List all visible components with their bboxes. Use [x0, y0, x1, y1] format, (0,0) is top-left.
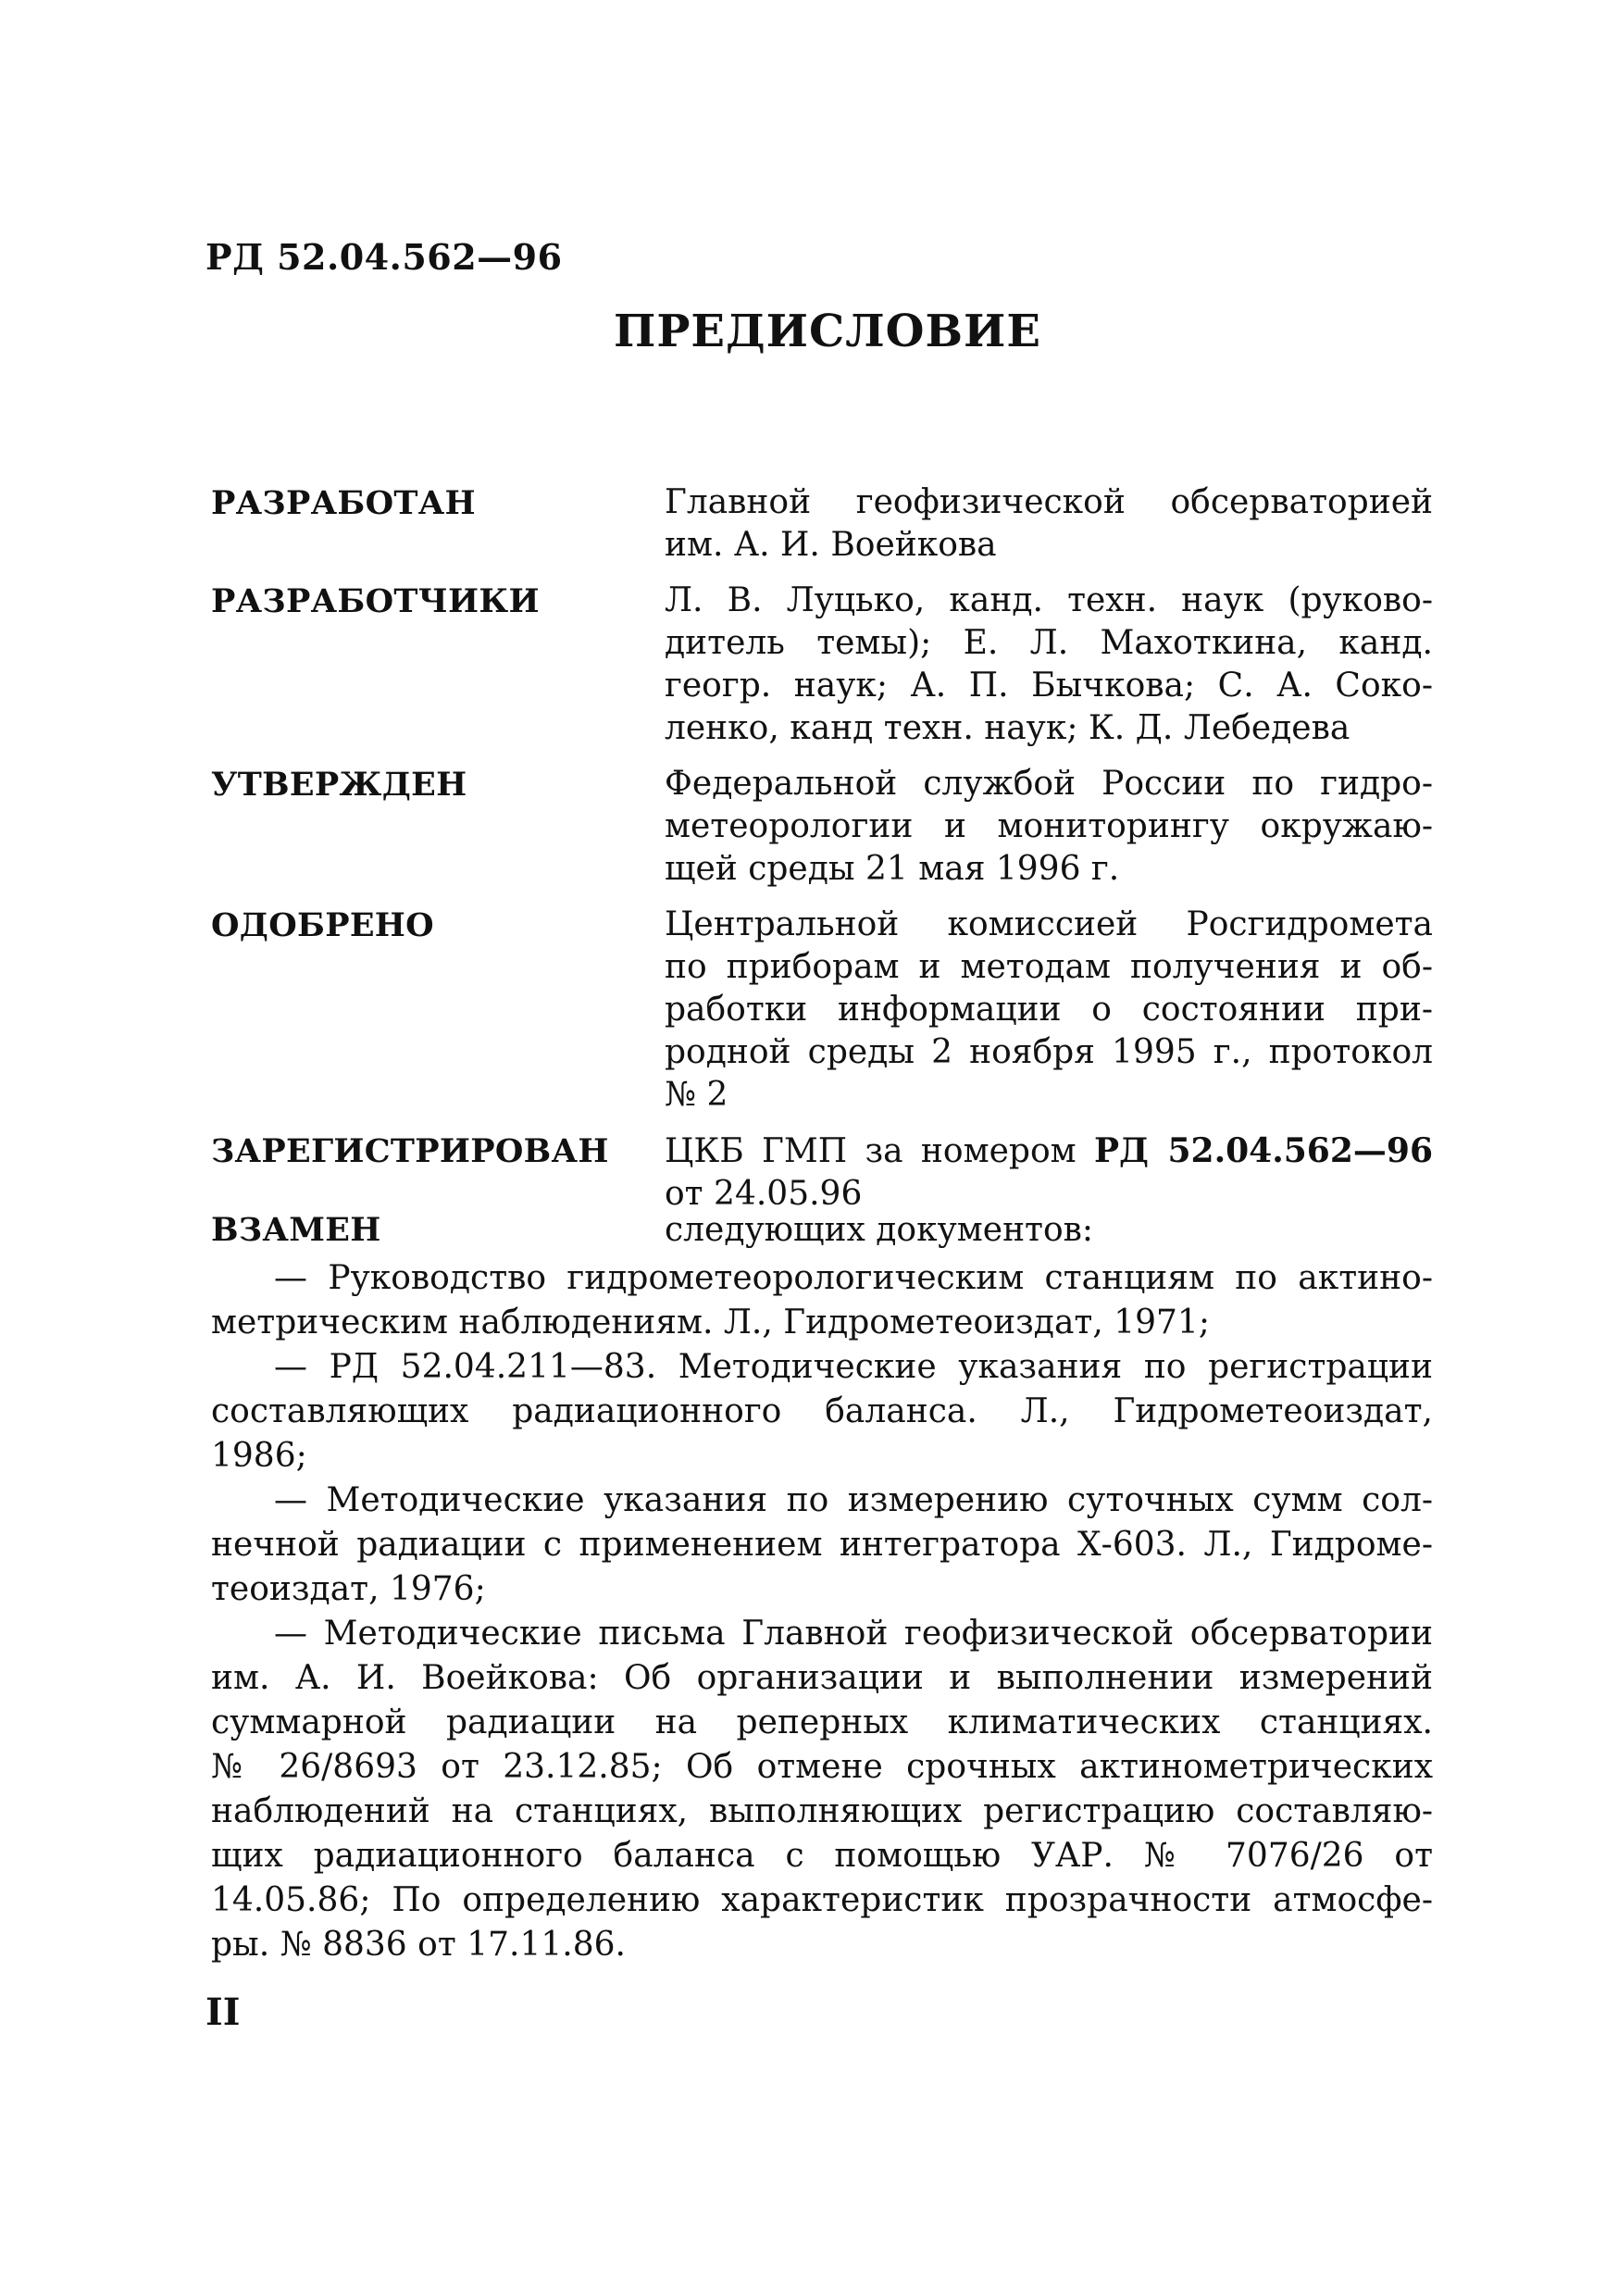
page-number: II — [205, 1990, 241, 2034]
document-line: составляющих радиационного баланса. Л., Гидрометеоиздат, — [211, 1392, 1433, 1430]
credit-value: следующих документов: — [665, 1211, 1094, 1249]
document-code: РД 52.04.562—96 — [205, 236, 563, 278]
credit-line: щей среды 21 мая 1996 г. — [665, 850, 1120, 888]
credit-line: ленко, канд техн. наук; К. Д. Лебедева — [665, 709, 1350, 747]
credit-line: Главной геофизической обсерваторией — [665, 483, 1433, 521]
list-item — [211, 1479, 1433, 1612]
document-line: № 26/8693 от 23.12.85; Об отмене срочных актинометрических — [211, 1748, 1433, 1786]
document-line: теоиздат, 1976; — [211, 1570, 486, 1608]
credit-line: Федеральной службой России по гидро- — [665, 765, 1433, 803]
credit-value — [665, 481, 1433, 567]
credit-label: ОДОБРЕНО — [211, 906, 434, 944]
document-line: щих радиационного баланса с помощью УАР. № 7076/26 от — [211, 1837, 1433, 1875]
credit-row-approved — [211, 763, 1433, 891]
document-line: метрическим наблюдениям. Л., Гидрометеоиздат, 1971; — [211, 1304, 1210, 1341]
list-item — [211, 1345, 1433, 1479]
credit-value — [665, 580, 1433, 750]
list-item — [211, 1612, 1433, 1967]
credit-row-developed — [211, 481, 1433, 567]
credit-value — [665, 763, 1433, 891]
credit-value — [665, 904, 1433, 1117]
document-line: им. А. И. Воейкова: Об организации и выполнении измерений — [211, 1659, 1433, 1697]
credit-label: РАЗРАБОТАН — [211, 484, 476, 522]
credit-line: от 24.05.96 — [665, 1175, 863, 1213]
credit-line: Л. В. Луцько, канд. техн. наук (руково- — [665, 581, 1433, 619]
credit-row-registered — [211, 1129, 1433, 1216]
credit-line: работки информации о состоянии при- — [665, 991, 1433, 1029]
document-line: суммарной радиации на реперных климатических станциях. — [211, 1703, 1433, 1741]
credit-label: РАЗРАБОТЧИКИ — [211, 582, 540, 620]
credit-line: им. А. И. Воейкова — [665, 526, 997, 564]
document-line: 14.05.86; По определению характеристик прозрачности атмосфе- — [211, 1881, 1433, 1919]
credit-line: геогр. наук; А. П. Бычкова; С. А. Соко- — [665, 667, 1433, 705]
credit-line: дитель темы); Е. Л. Махоткина, канд. — [665, 624, 1433, 662]
document-line: нечной радиации с применением интегратора Х-603. Л., Гидроме- — [211, 1526, 1433, 1564]
credits-table — [211, 481, 1433, 1229]
document-line: ры. № 8836 от 17.11.86. — [211, 1926, 626, 1964]
credit-label: ВЗАМЕН — [211, 1211, 381, 1249]
registration-number: РД 52.04.562—96 — [1093, 1131, 1434, 1170]
credit-line — [665, 1129, 1433, 1173]
replaced-documents-list — [211, 1256, 1433, 1967]
credit-label: ЗАРЕГИСТРИРОВАН — [211, 1132, 609, 1170]
document-line: — Методические письма Главной геофизической обсерватории — [274, 1615, 1433, 1653]
credit-value — [665, 1129, 1433, 1216]
list-item — [211, 1256, 1433, 1345]
credit-line: по приборам и методам получения и об- — [665, 948, 1433, 986]
document-line: 1986; — [211, 1437, 307, 1475]
document-line: — Руководство гидрометеорологическим станциям по актино- — [274, 1259, 1433, 1297]
document-line: — РД 52.04.211—83. Методические указания по регистрации — [274, 1348, 1433, 1386]
credit-label: УТВЕРЖДЕН — [211, 766, 467, 804]
document-line: — Методические указания по измерению суточных сумм сол- — [274, 1481, 1433, 1519]
document-line: наблюдений на станциях, выполняющих регистрацию составляю- — [211, 1792, 1433, 1830]
credit-line: родной среды 2 ноября 1995 г., протокол — [665, 1033, 1433, 1071]
credit-row-replaced — [211, 1208, 1433, 1253]
credit-line: № 2 — [665, 1076, 728, 1114]
credit-line: метеорологии и мониторингу окружаю- — [665, 807, 1433, 845]
credit-row-developers — [211, 580, 1433, 750]
page-title: ПРЕДИСЛОВИЕ — [613, 306, 1041, 357]
registration-prefix: ЦКБ ГМП за номером — [665, 1132, 1094, 1170]
credit-line: Центральной комиссией Росгидромета — [665, 905, 1433, 943]
credit-row-endorsed — [211, 904, 1433, 1117]
